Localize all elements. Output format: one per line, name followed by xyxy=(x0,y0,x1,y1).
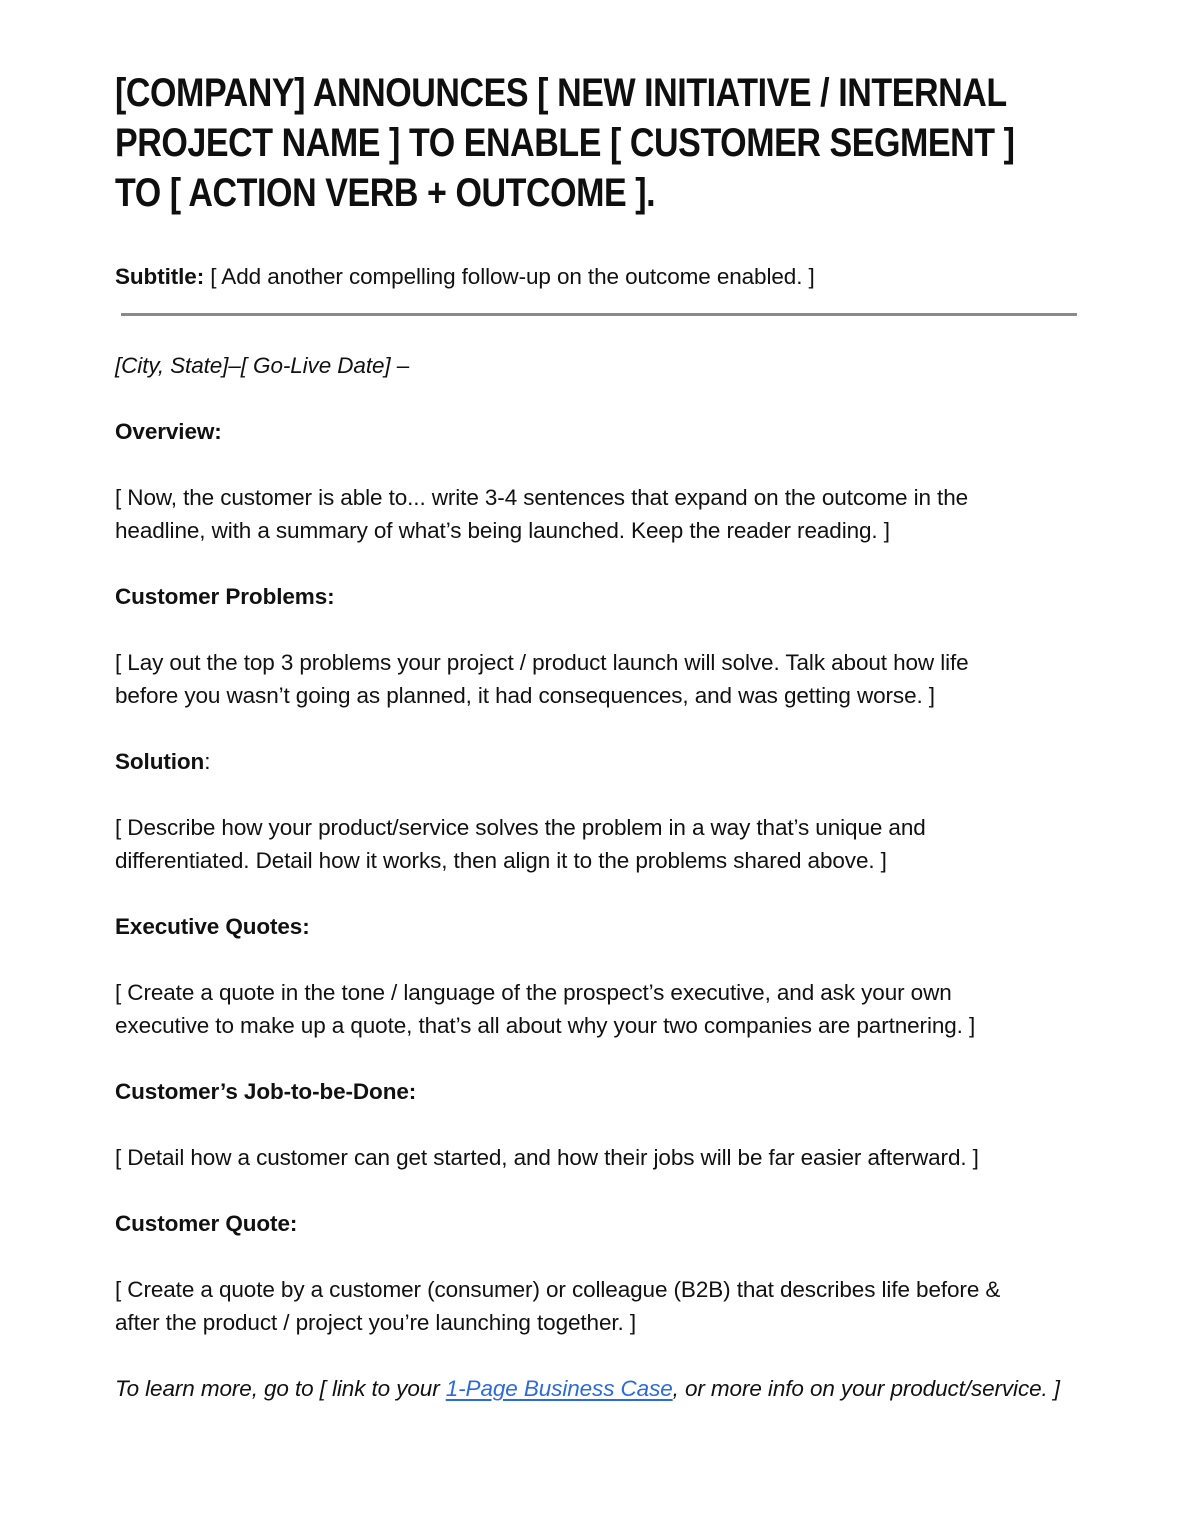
body-line: [ Lay out the top 3 problems your project / product launch will solve. Talk about how life xyxy=(115,650,969,675)
body-line: before you wasn’t going as planned, it had consequences, and was getting worse. ] xyxy=(115,683,935,708)
headline xyxy=(115,68,1077,218)
section-heading-label: Executive Quotes: xyxy=(115,914,310,939)
section-body-overview xyxy=(115,481,1077,547)
closing-paragraph xyxy=(115,1372,1077,1405)
section-heading-label: Customer Quote: xyxy=(115,1211,298,1236)
section-heading-label: Overview: xyxy=(115,419,222,444)
section-body-customer-quote xyxy=(115,1273,1077,1339)
section-heading-solution xyxy=(115,745,1077,778)
closing-text-after: , or more info on your product/service. ] xyxy=(672,1376,1060,1401)
headline-line-3: TO [ ACTION VERB + OUTCOME ]. xyxy=(115,171,656,215)
section-heading-label: Customer’s Job-to-be-Done: xyxy=(115,1079,417,1104)
section-heading-job-to-be-done xyxy=(115,1075,1077,1108)
section-heading-customer-quote xyxy=(115,1207,1077,1240)
body-line: [ Detail how a customer can get started, and how their jobs will be far easier afterward. ] xyxy=(115,1145,979,1170)
body-line: [ Create a quote in the tone / language of the prospect’s executive, and ask your own xyxy=(115,980,952,1005)
body-line: [ Describe how your product/service solves the problem in a way that’s unique and xyxy=(115,815,926,840)
section-heading-label: Solution xyxy=(115,749,205,774)
section-heading-customer-problems xyxy=(115,580,1077,613)
body-line: differentiated. Detail how it works, then align it to the problems shared above. ] xyxy=(115,848,887,873)
section-body-customer-problems xyxy=(115,646,1077,712)
section-heading-tail: : xyxy=(204,749,211,774)
section-heading-label: Customer Problems: xyxy=(115,584,335,609)
dateline: [City, State]–[ Go-Live Date] – xyxy=(115,353,410,378)
subtitle-label: Subtitle: xyxy=(115,264,205,289)
body-line: [ Now, the customer is able to... write 3-4 sentences that expand on the outcome in the xyxy=(115,485,969,510)
section-body-executive-quotes xyxy=(115,976,1077,1042)
closing-text-before: To learn more, go to [ link to your xyxy=(115,1376,446,1401)
body-line: executive to make up a quote, that’s all about why your two companies are partnering. ] xyxy=(115,1013,976,1038)
headline-line-2: PROJECT NAME ] TO ENABLE [ CUSTOMER SEGMENT ] xyxy=(115,121,1015,165)
body-line: headline, with a summary of what’s being launched. Keep the reader reading. ] xyxy=(115,518,890,543)
section-body-solution xyxy=(115,811,1077,877)
body-line: [ Create a quote by a customer (consumer) or colleague (B2B) that describes life before & xyxy=(115,1277,1001,1302)
body-line: after the product / project you’re launching together. ] xyxy=(115,1310,636,1335)
section-body-job-to-be-done xyxy=(115,1141,1077,1174)
headline-line-1: [COMPANY] ANNOUNCES [ NEW INITIATIVE / INTERNAL xyxy=(115,71,1007,115)
section-heading-overview xyxy=(115,415,1077,448)
divider xyxy=(121,313,1077,316)
section-heading-executive-quotes xyxy=(115,910,1077,943)
subtitle-text: [ Add another compelling follow-up on the outcome enabled. ] xyxy=(204,264,815,289)
subtitle xyxy=(115,260,1077,293)
business-case-link[interactable]: 1-Page Business Case xyxy=(445,1376,673,1401)
